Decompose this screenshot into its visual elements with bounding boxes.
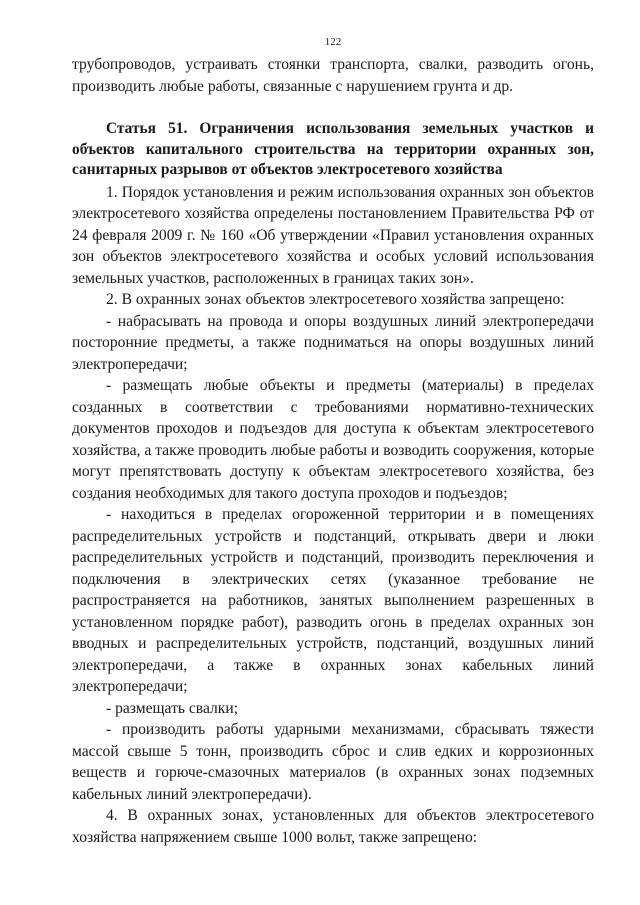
paragraph-1: 1. Порядок установления и режим использования охранных зон объектов электросетевого хозяйства определены постановлением Правительства РФ от 24 февраля 2009 г. № 160 «Об утверждении «Правил установления охранных зон объектов электросетевого хозяйства и особых условий использования земельных участков, расположенных в границах таких зон». xyxy=(72,183,594,287)
list-item-impact-works: - производить работы ударными механизмами, сбрасывать тяжести массой свыше 5 тонн, производить сброс и слив едких и коррозионных веществ и горюче-смазочных материалов (в охранных зонах подземных кабельных линий электропередачи). xyxy=(72,721,594,803)
article-heading: Статья 51. Ограничения использования земельных участков и объектов капитального строительства на территории охранных зон, санитарных разрывов от объектов электросетевого хозяйства xyxy=(72,120,594,178)
page-number: 122 xyxy=(324,36,342,48)
paragraph-4: 4. В охранных зонах, установленных для объектов электросетевого хозяйства напряжением свыше 1000 вольт, также запрещено: xyxy=(72,807,594,846)
list-item-dumps: - размещать свалки; xyxy=(106,699,239,717)
list-item-place-objects: - размещать любые объекты и предметы (материалы) в пределах созданных в соответствии с требованиями нормативно-технических документов проходов и подъездов для доступа к объектам электросетевого хозяйства, а также проводить любые работы и возводить сооружения, которые могут препятствовать доступу к объектам электросетевого хозяйства, без создания необходимых для такого доступа проходов и подъездов; xyxy=(72,377,594,502)
paragraph-2: 2. В охранных зонах объектов электросетевого хозяйства запрещено: xyxy=(106,291,565,308)
intro-continuation: трубопроводов, устраивать стоянки транспорта, свалки, разводить огонь, производить любые работы, связанные с нарушением грунта и др. xyxy=(72,56,594,95)
list-item-enclosed-territory: - находиться в пределах огороженной территории и в помещениях распределительных устройств и подстанций, открывать двери и люки распределительных устройств и подстанций, производить переключения и подключения в электрических сетях (указанное требование не распространяется на работников, занятых выполнением разрешенных в установленном порядке работ), разводить огонь в пределах охранных зон вводных и распределительных устройств, подстанций, воздушных линий электропередачи, а также в охранных зонах кабельных линий электропередачи; xyxy=(72,506,594,695)
list-item-throw-objects: - набрасывать на провода и опоры воздушных линий электропередачи посторонние предметы, а также подниматься на опоры воздушных линий электропередачи; xyxy=(72,312,594,373)
